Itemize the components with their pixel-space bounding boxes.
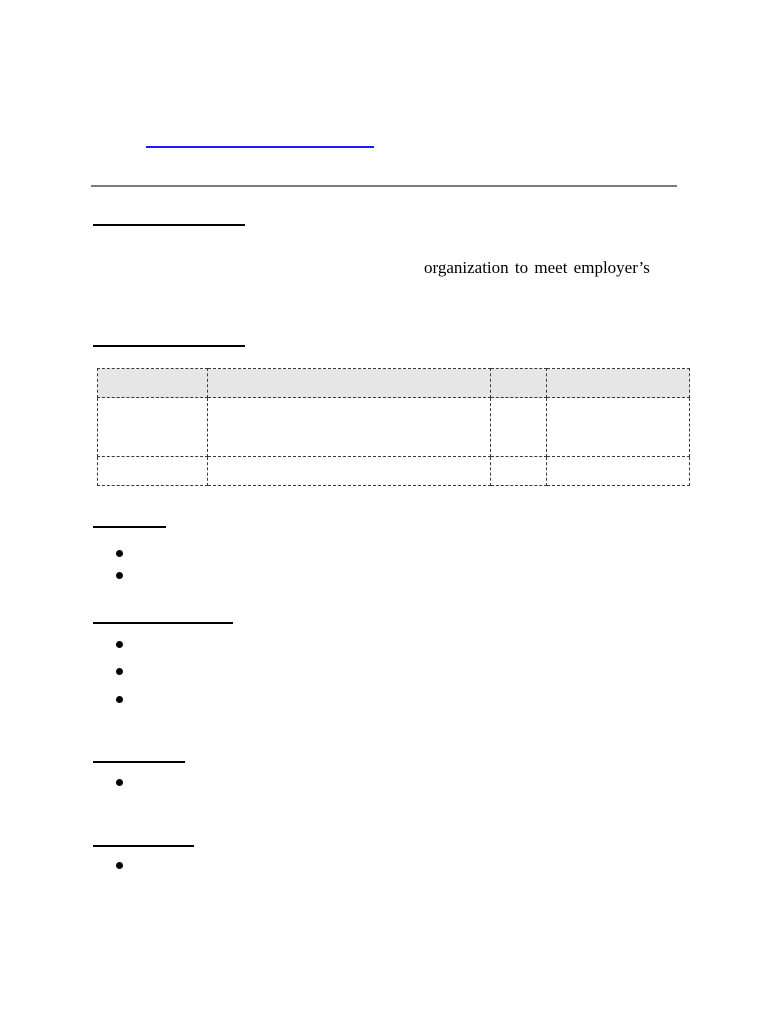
table-header-cell <box>491 369 547 398</box>
education-heading <box>93 345 245 347</box>
table-header-cell <box>208 369 491 398</box>
bullet-icon <box>116 779 123 786</box>
bullet-icon <box>116 696 123 703</box>
table-row <box>98 457 690 486</box>
table-header-cell <box>547 369 690 398</box>
table-header-cell <box>98 369 208 398</box>
table-row <box>98 398 690 457</box>
table-cell <box>491 398 547 457</box>
bullet-icon <box>116 862 123 869</box>
objective-heading <box>93 224 245 226</box>
email-link[interactable] <box>146 128 374 148</box>
table-header-row <box>98 369 690 398</box>
section-heading <box>93 526 166 528</box>
section-heading <box>93 622 233 624</box>
table-cell <box>208 457 491 486</box>
section-heading <box>93 845 194 847</box>
table-cell <box>98 457 208 486</box>
table-cell <box>547 457 690 486</box>
education-table <box>97 368 690 486</box>
table-cell <box>98 398 208 457</box>
header-divider <box>91 185 677 187</box>
bullet-icon <box>116 550 123 557</box>
table-cell <box>208 398 491 457</box>
section-heading <box>93 761 185 763</box>
bullet-icon <box>116 572 123 579</box>
table-cell <box>547 398 690 457</box>
bullet-icon <box>116 641 123 648</box>
table-cell <box>491 457 547 486</box>
bullet-icon <box>116 668 123 675</box>
objective-text: organization to meet employer’s <box>424 258 650 277</box>
